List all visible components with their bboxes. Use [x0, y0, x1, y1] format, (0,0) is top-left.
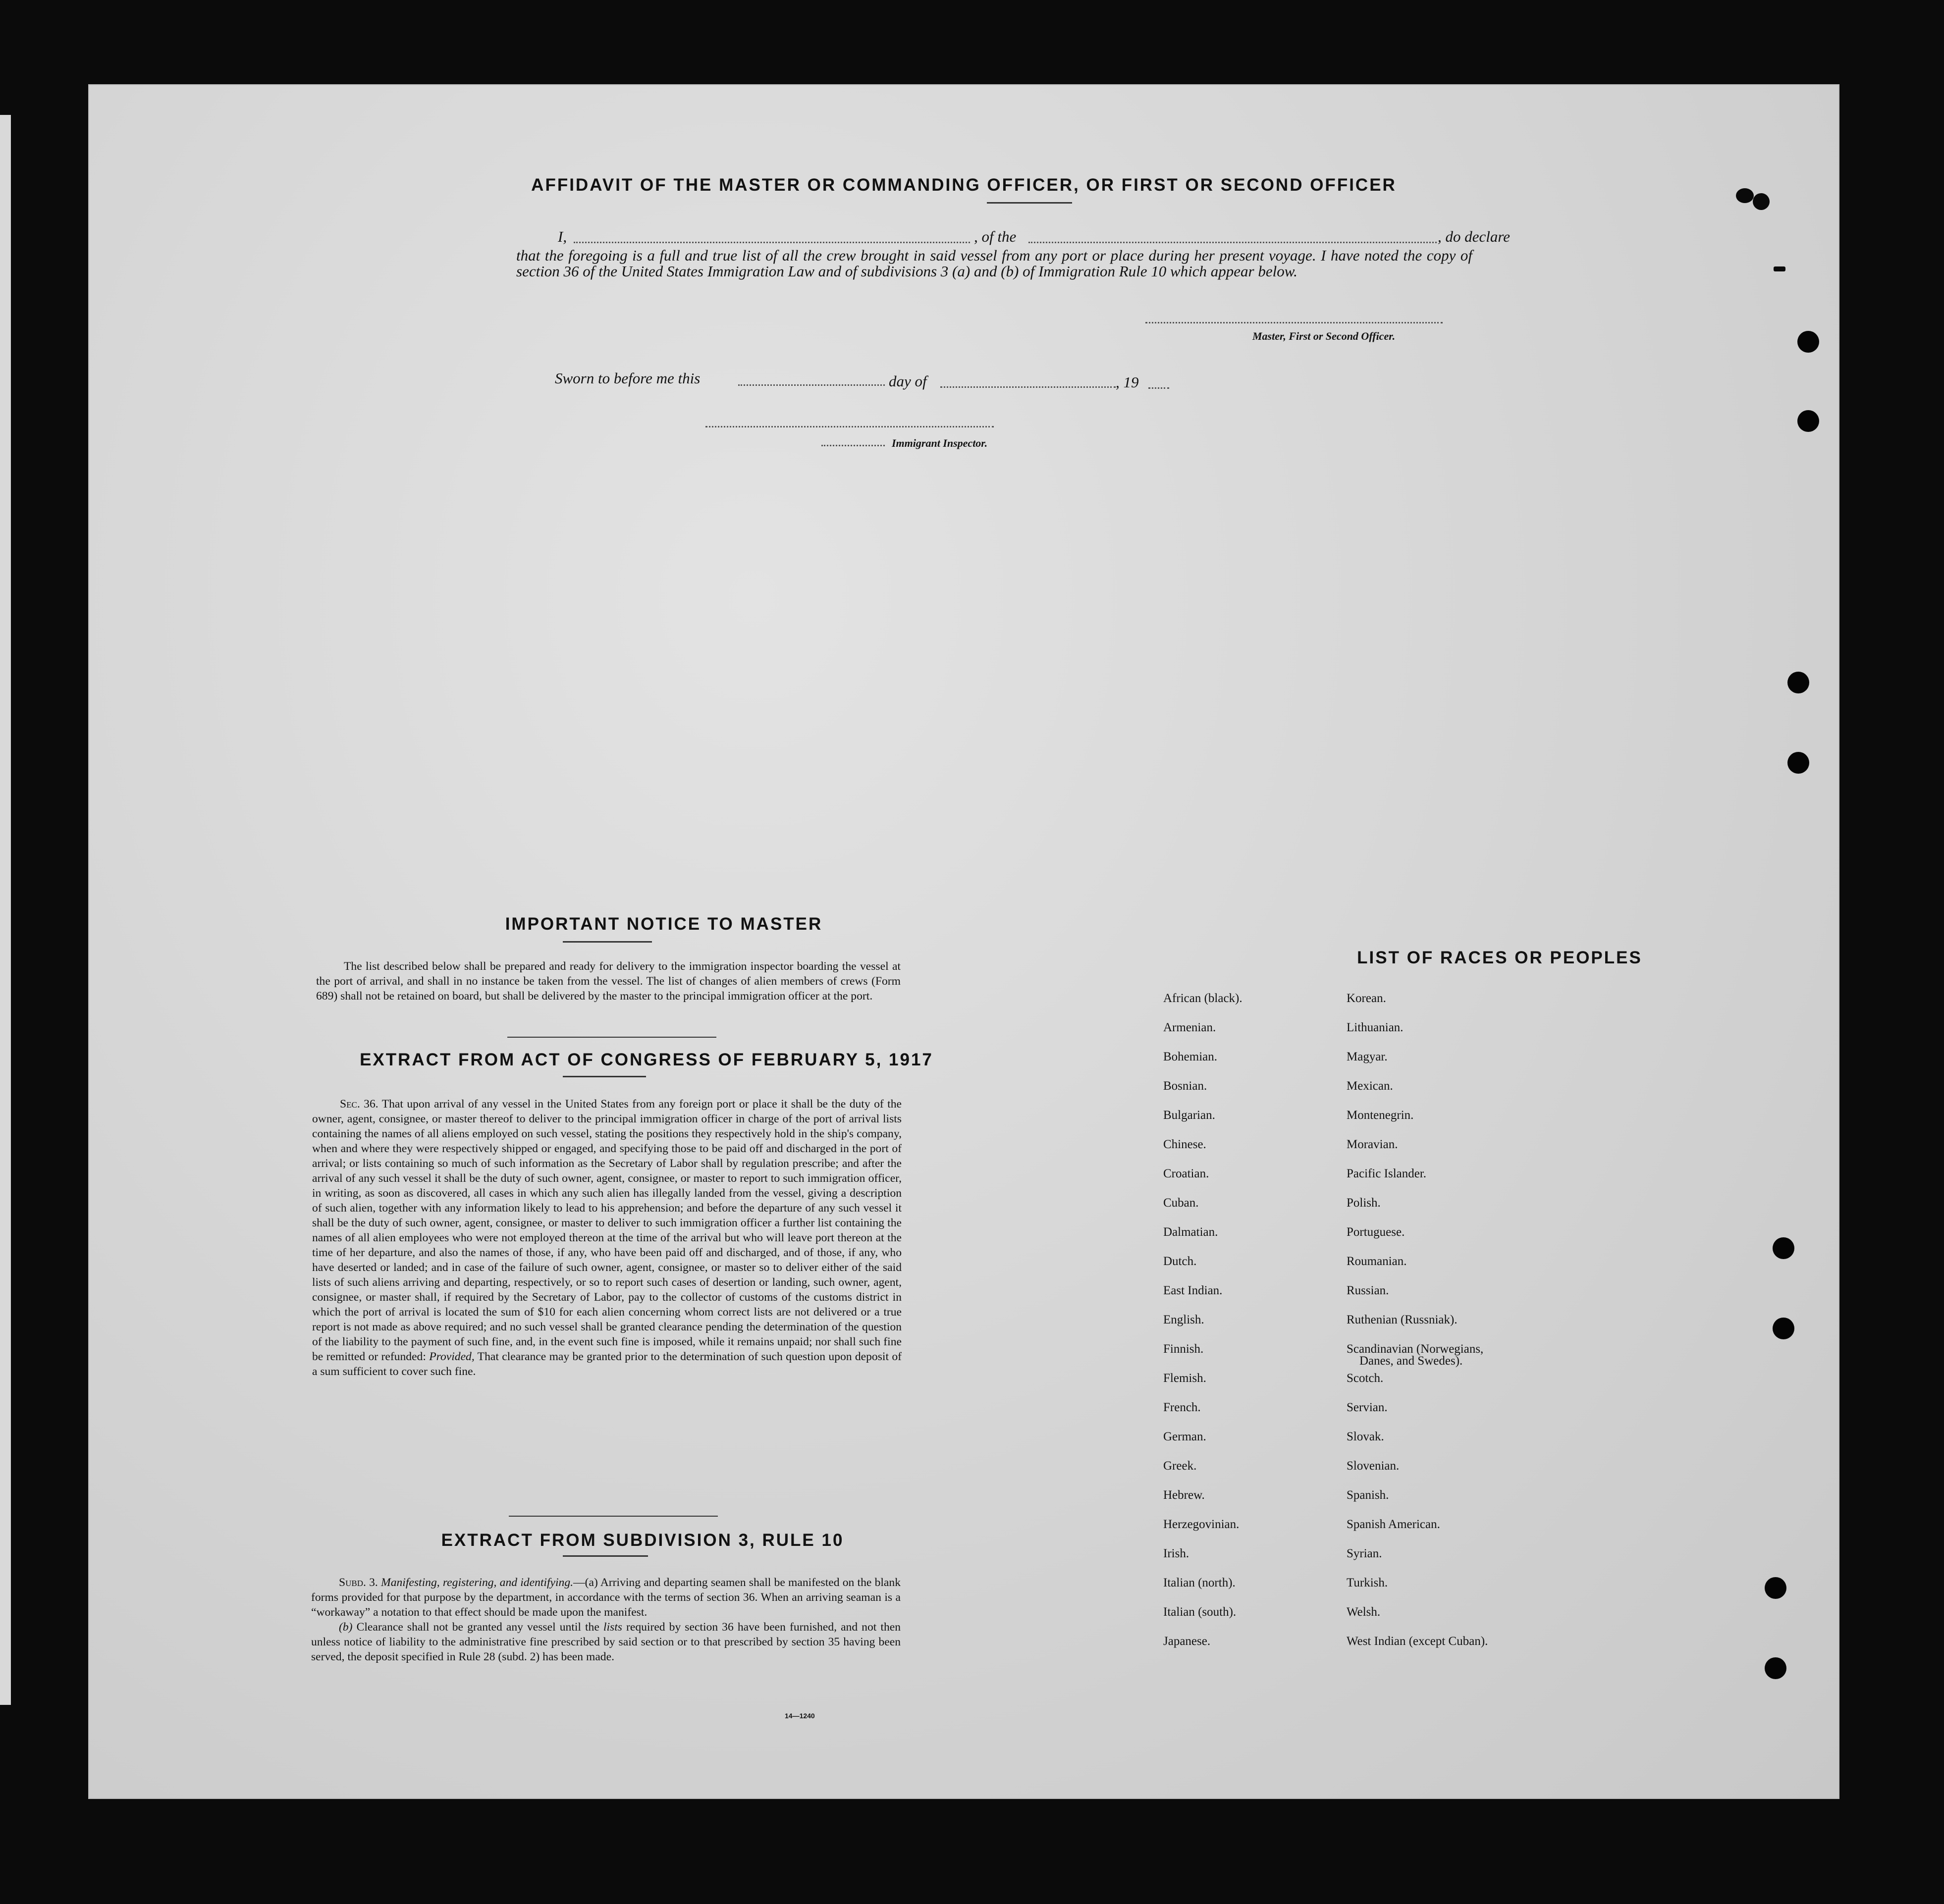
race-item: Scotch.	[1347, 1372, 1384, 1385]
subd-a-text: Arriving and departing seamen shall be manifested on the blank forms provided for that purpose by the department, in accordance with the terms of section 36. When an arriving seaman is a “workaway” a notation to that effect should be made upon the manifest.	[311, 1576, 901, 1619]
race-item: Korean.	[1347, 992, 1386, 1005]
film-edge	[0, 115, 11, 1705]
notice-title-rule	[563, 941, 652, 943]
rule-text	[311, 1575, 901, 1664]
race-item: Bosnian.	[1163, 1079, 1207, 1093]
race-item: Croatian.	[1163, 1167, 1209, 1180]
ink-speck	[1774, 266, 1785, 271]
subd-a-label: —(a)	[573, 1576, 598, 1589]
subd-label: Subd. 3.	[339, 1576, 378, 1589]
race-item: Slovenian.	[1347, 1459, 1400, 1473]
race-item: East Indian.	[1163, 1284, 1223, 1297]
race-item: Japanese.	[1163, 1635, 1211, 1648]
punch-hole	[1797, 331, 1819, 353]
race-item: Polish.	[1347, 1196, 1381, 1210]
punch-hole	[1797, 410, 1819, 432]
race-item: Russian.	[1347, 1284, 1389, 1297]
race-item: Armenian.	[1163, 1021, 1216, 1034]
ink-speck	[1736, 188, 1754, 203]
subd-heading: Manifesting, registering, and identifying.	[381, 1576, 574, 1589]
race-item: Hebrew.	[1163, 1488, 1205, 1502]
act-section-36	[312, 1097, 902, 1379]
race-item: French.	[1163, 1401, 1201, 1414]
provided-word: Provided,	[429, 1350, 475, 1363]
race-item: Portuguese.	[1347, 1225, 1405, 1239]
race-item: Montenegrin.	[1347, 1109, 1414, 1122]
inspector-signature-caption: Immigrant Inspector.	[892, 437, 988, 449]
race-item: Pacific Islander.	[1347, 1167, 1427, 1180]
affidavit-i: I,	[558, 228, 567, 245]
race-item: Magyar.	[1347, 1050, 1388, 1063]
race-item: Bulgarian.	[1163, 1109, 1215, 1122]
affidavit-do-declare: , do declare	[1438, 228, 1511, 245]
race-item-scandinavian: Scandinavian (Norwegians,	[1347, 1342, 1484, 1356]
affidavit-statement: that the foregoing is a full and true list of all the crew brought in said vessel from any port or place during her present voyage. I have noted the copy of section 36 of the United States Immigration Law and of subdivisions 3 (a) and (b) of Immigration Rule 10 which appear below.	[516, 247, 1472, 280]
punch-hole	[1773, 1318, 1794, 1339]
punch-hole	[1773, 1237, 1794, 1259]
notice-separator	[507, 1037, 716, 1038]
race-item: Herzegovinian.	[1163, 1518, 1240, 1531]
race-item: West Indian (except Cuban).	[1347, 1635, 1488, 1648]
races-title: LIST OF RACES OR PEOPLES	[1357, 948, 1642, 967]
lists-word: lists	[603, 1621, 622, 1634]
punch-hole	[1765, 1577, 1786, 1599]
punch-hole	[1787, 752, 1809, 774]
name-blank	[574, 242, 970, 243]
race-item: Slovak.	[1347, 1430, 1384, 1443]
race-item: Servian.	[1347, 1401, 1388, 1414]
race-item: Ruthenian (Russniak).	[1347, 1313, 1458, 1326]
race-item: Finnish.	[1163, 1342, 1204, 1356]
race-item: Greek.	[1163, 1459, 1197, 1473]
punch-hole	[1765, 1657, 1786, 1679]
day-of-text: day of	[889, 372, 927, 390]
sworn-day-blank	[738, 384, 885, 386]
subd-b-text-2: required by section 36 have been furnished, and not then unless notice of liability to the administrative fine prescribed by said section or to that prescribed by section 35 having been served, the deposit specified in Rule 28 (subd. 2) has been made.	[311, 1621, 901, 1663]
race-item: German.	[1163, 1430, 1206, 1443]
sec-36-body: That upon arrival of any vessel in the United States from any foreign port or place it shall be the duty of the owner, agent, consignee, or master thereof to deliver to the principal immigration officer in charge of the port of arrival lists containing the names of all aliens employed on such vessel, stating the positions they respectively hold in the ship's company, when and where they were respectively shipped or engaged, and specifying those to be paid off and discharged in the port of arrival; or lists containing so much of such information as the Secretary of Labor shall by regulation prescribe; and after the arrival of any such vessel it shall be the duty of such owner, agent, consignee, or master to report to such immigration officer, in writing, as soon as discovered, all cases in which any such alien has illegally landed from the vessel, giving a description of such alien, together with any information likely to lead to his apprehension; and before the departure of any such vessel it shall be the duty of such owner, agent, consignee, or master to deliver to such immigration officer a further list containing the names of all alien employees who were not employed thereon at the time of the arrival but who will leave port thereon at the time of her departure, and also the names of those, if any, who have been paid off and discharged, and of those, if any, who have deserted or landed; and in case of the failure of such owner, agent, consignee, or master so to deliver either of the said lists of such aliens arriving and departing, respectively, or so to report such cases of desertion or landing, such owner, agent, consignee, or master shall, if required by the Secretary of Labor, pay to the collector of customs of the customs district in which the port of arrival is located the sum of $10 for each alien concerning whom correct lists are not delivered or a true report is not made as above required; and no such vessel shall be granted clearance pending the determination of the question of the liability to the payment of such fine, and, in the event such fine is imposed, while it remains unpaid; nor shall such fine be remitted or refunded:	[312, 1098, 902, 1363]
race-item: English.	[1163, 1313, 1204, 1326]
race-item: Syrian.	[1347, 1547, 1382, 1560]
affidavit-of-the: , of the	[974, 228, 1017, 245]
race-item: Flemish.	[1163, 1372, 1206, 1385]
ink-speck	[1753, 193, 1770, 210]
master-signature-caption: Master, First or Second Officer.	[1252, 330, 1396, 342]
race-item: Italian (north).	[1163, 1576, 1236, 1589]
races-column-1	[1163, 992, 1242, 1664]
rule-title-rule	[563, 1555, 648, 1557]
race-item: Moravian.	[1347, 1138, 1398, 1151]
affidavit-title-rule	[987, 202, 1072, 204]
race-item: Welsh.	[1347, 1605, 1381, 1619]
form-number: 14—1240	[785, 1712, 815, 1720]
race-item: Italian (south).	[1163, 1605, 1237, 1619]
race-item: Cuban.	[1163, 1196, 1199, 1210]
affidavit-title: AFFIDAVIT OF THE MASTER OR COMMANDING OFFICER, OR FIRST OR SECOND OFFICER	[531, 175, 1397, 195]
notice-title: IMPORTANT NOTICE TO MASTER	[505, 914, 823, 934]
act-title-rule	[563, 1076, 646, 1077]
document-page	[88, 84, 1839, 1799]
punch-hole	[1787, 672, 1809, 693]
race-item: African (black).	[1163, 992, 1242, 1005]
race-item: Spanish.	[1347, 1488, 1389, 1502]
race-item: Dalmatian.	[1163, 1225, 1218, 1239]
vessel-blank	[1028, 242, 1437, 243]
sworn-month-blank	[940, 386, 1116, 388]
act-separator	[509, 1516, 718, 1517]
race-item: Bohemian.	[1163, 1050, 1218, 1063]
rule-title: EXTRACT FROM SUBDIVISION 3, RULE 10	[441, 1531, 844, 1550]
race-item	[1347, 1342, 1488, 1372]
race-item: Irish.	[1163, 1547, 1189, 1560]
subd-b-label: (b)	[339, 1621, 353, 1634]
race-item: Dutch.	[1163, 1255, 1197, 1268]
sworn-year-blank	[1148, 387, 1169, 389]
year-text: , 19	[1116, 373, 1139, 391]
sec-label: Sec. 36.	[340, 1098, 378, 1111]
notice-text: The list described below shall be prepared and ready for delivery to the immigration inspector boarding the vessel at the port of arrival, and shall in no instance be taken from the vessel. The list of changes of alien members of crews (Form 689) shall not be retained on board, but shall be delivered by the master to the principal immigration officer at the port.	[316, 960, 901, 1003]
master-signature-line	[1145, 322, 1443, 323]
sec-36-proviso: That clearance may be granted prior to the determination of such question upon deposit of a sum sufficient to cover such fine.	[312, 1350, 902, 1378]
race-item: Mexican.	[1347, 1079, 1393, 1093]
race-item: Lithuanian.	[1347, 1021, 1404, 1034]
race-item: Chinese.	[1163, 1138, 1206, 1151]
race-item: Roumanian.	[1347, 1255, 1407, 1268]
race-item: Turkish.	[1347, 1576, 1388, 1589]
act-title: EXTRACT FROM ACT OF CONGRESS OF FEBRUARY 5, 1917	[360, 1050, 933, 1069]
race-item-scandinavian-cont: Danes, and Swedes).	[1359, 1354, 1463, 1368]
subd-b-text-1: Clearance shall not be granted any vessel until the	[356, 1621, 599, 1634]
sworn-text: Sworn to before me this	[555, 370, 701, 387]
race-item: Spanish American.	[1347, 1518, 1440, 1531]
inspector-caption-leader	[821, 445, 885, 446]
inspector-signature-line	[705, 426, 994, 427]
races-column-2	[1347, 992, 1488, 1664]
